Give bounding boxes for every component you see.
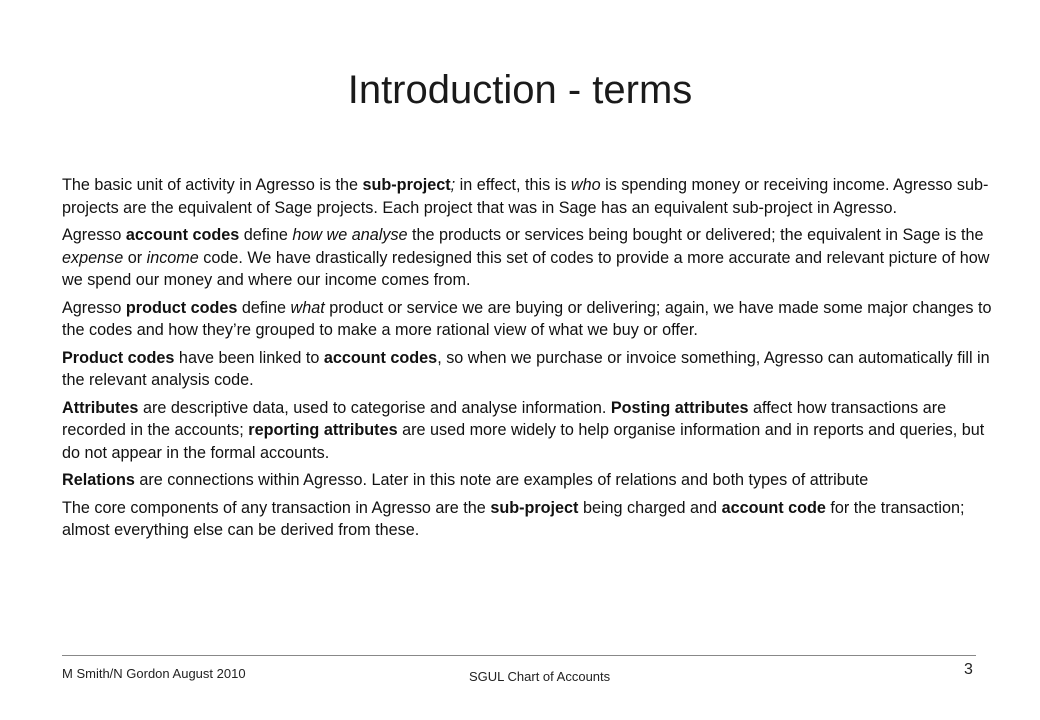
text-run: affect how transactions are recorded in the accounts; <box>62 398 947 439</box>
text-run: are connections within Agresso. Later in this note are examples of relations and both types of attribute <box>134 471 869 489</box>
italic-text: how we analyse <box>292 226 408 244</box>
text-run: Agresso <box>62 226 126 244</box>
paragraph <box>62 224 992 292</box>
text-run: have been linked to <box>174 348 324 367</box>
bold-term: Product codes <box>62 348 175 367</box>
text-run: Agresso <box>62 298 126 317</box>
bold-term: account codes <box>323 348 438 367</box>
bold-term: account codes <box>125 226 240 244</box>
text-run: , so when we purchase or invoice something, Agresso can automatically fill in the relevant analysis code. <box>62 348 990 389</box>
bold-term: sub-project <box>490 498 579 517</box>
text-run: code. We have drastically redesigned this set of codes to provide a more accurate and relevant picture of how we spend our money and where our income comes from. <box>62 248 990 289</box>
paragraph <box>62 497 992 542</box>
italic-text: ; <box>450 176 456 194</box>
text-run: or <box>123 248 147 267</box>
italic-text: expense <box>62 248 124 267</box>
bold-term: product codes <box>125 298 238 317</box>
text-run: in effect, this is <box>455 176 571 194</box>
footer-title: SGUL Chart of Accounts <box>469 669 611 684</box>
paragraph <box>62 397 992 465</box>
page-number: 3 <box>964 661 973 678</box>
text-run: The basic unit of activity in Agresso is the <box>62 176 363 194</box>
text-run: define <box>239 226 293 244</box>
text-run: is spending money or receiving income. Agresso sub-projects are the equivalent of Sage projects. Each project that was in Sage has an equivalent sub-project in Agresso. <box>62 176 989 217</box>
slide-title: Introduction - terms <box>347 68 693 112</box>
italic-text: who <box>570 176 601 194</box>
text-run: being charged and <box>578 498 722 517</box>
paragraph <box>62 347 992 392</box>
paragraph <box>62 297 992 342</box>
text-run: the products or services being bought or delivered; the equivalent in Sage is the <box>407 226 984 244</box>
italic-text: income <box>146 248 199 267</box>
text-run: for the transaction; almost everything else can be derived from these. <box>62 498 965 539</box>
text-run: The core components of any transaction in Agresso are the <box>62 498 491 517</box>
text-run: product or service we are buying or delivering; again, we have made some major changes to the codes and how they’re grouped to make a more rational view of what we buy or offer. <box>62 298 992 339</box>
paragraph <box>62 469 992 492</box>
bold-term: account code <box>721 498 826 517</box>
footer-author-date: M Smith/N Gordon August 2010 <box>62 666 246 681</box>
bold-term: Posting attributes <box>610 398 749 417</box>
slide-body <box>62 174 992 547</box>
text-run: define <box>237 298 291 317</box>
text-run: are used more widely to help organise information and in reports and queries, but do not appear in the formal accounts. <box>62 421 985 462</box>
bold-term: reporting attributes <box>248 421 398 439</box>
bold-term: sub-project <box>362 176 451 194</box>
footer-divider <box>62 655 976 656</box>
bold-term: Attributes <box>62 398 139 417</box>
italic-text: what <box>290 298 325 317</box>
text-run: are descriptive data, used to categorise and analyse information. <box>138 398 611 417</box>
paragraph <box>62 174 992 219</box>
bold-term: Relations <box>62 471 135 489</box>
